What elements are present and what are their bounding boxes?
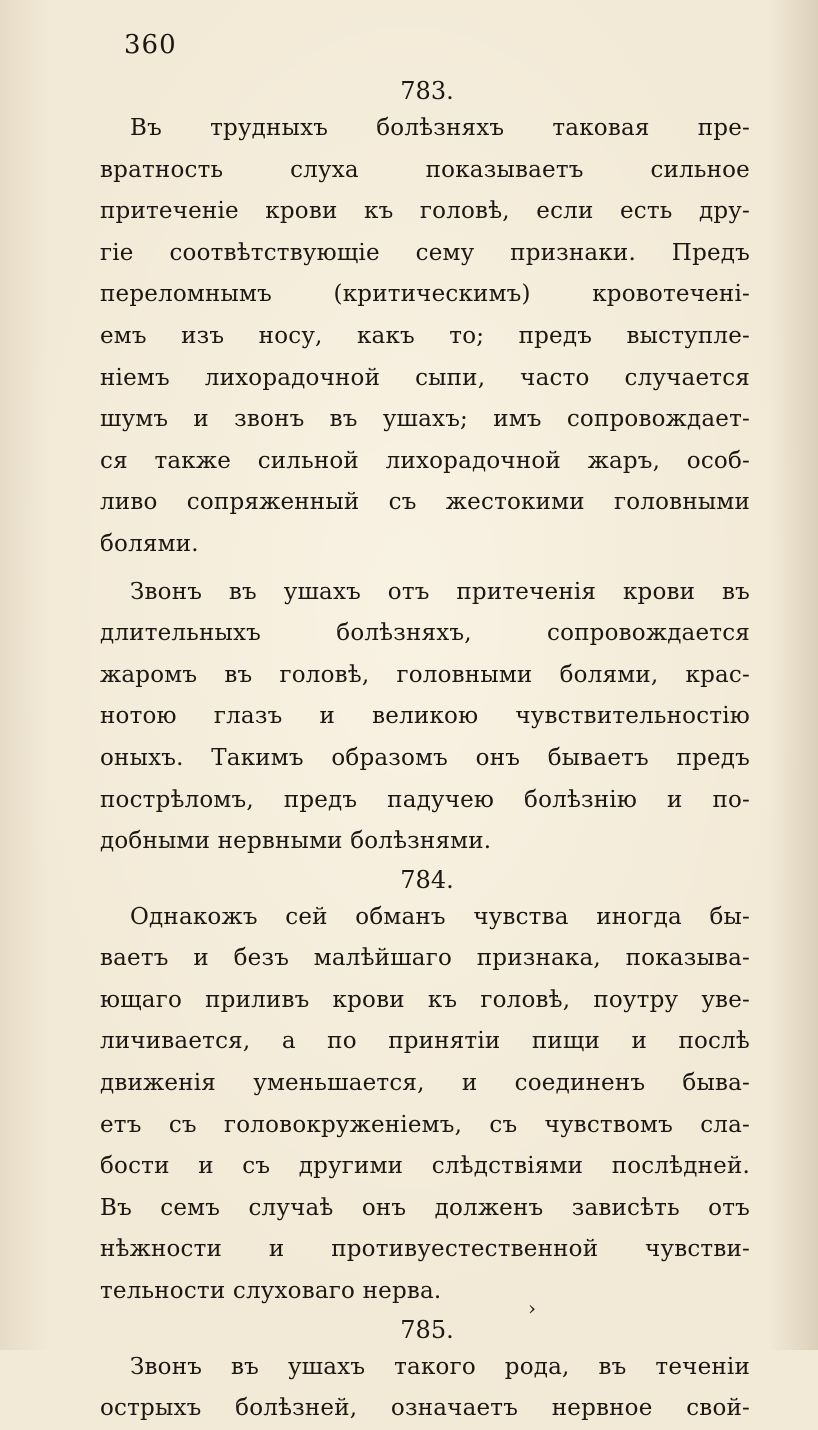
text-line: болями. — [100, 530, 199, 557]
text-line: ніемъ лихорадочной сыпи, часто случается — [100, 364, 750, 391]
text-line: добными нервными болѣзнями. — [100, 828, 492, 855]
paragraph — [100, 1347, 750, 1430]
text-line: нотою глазъ и великою чувствительностію — [100, 703, 750, 730]
text-line: шумъ и звонъ въ ушахъ; имъ сопровождает- — [100, 406, 750, 433]
section-number: 784. — [400, 865, 454, 894]
text-line: нѣжности и противуестественной чувстви- — [100, 1236, 750, 1263]
text-line: бости и съ другими слѣдствіями послѣдней. — [100, 1153, 750, 1180]
text-line: тельности слуховаго нерва. — [100, 1278, 442, 1305]
text-line: ся также сильной лихорадочной жаръ, особ- — [100, 447, 750, 474]
text-line: острыхъ болѣзней, означаетъ нервное свой- — [100, 1395, 750, 1422]
text-line: ливо сопряженный съ жестокими головными — [100, 489, 750, 516]
text-line: емъ изъ носу, какъ то; предъ выступле- — [100, 322, 750, 349]
section-number: 785. — [400, 1315, 454, 1344]
text-body — [100, 74, 750, 1430]
text-line: жаромъ въ головѣ, головными болями, крас- — [100, 661, 750, 688]
catchword-mark: › — [528, 1296, 536, 1320]
page-number: 360 — [124, 30, 177, 60]
text-line: ваетъ и безъ малѣйшаго признака, показыва- — [100, 945, 750, 972]
text-line: гіе соотвѣтствующіе сему признаки. Предъ — [100, 239, 750, 266]
text-line: длительныхъ болѣзняхъ, сопровождается — [100, 620, 750, 647]
text-line: ющаго приливъ крови къ головѣ, поутру уве- — [100, 986, 750, 1013]
text-line: Однакожъ сей обманъ чувства иногда бы- — [130, 903, 750, 930]
text-line: личивается, а по принятіи пищи и послѣ — [100, 1028, 750, 1055]
text-line: переломнымъ (критическимъ) кровотеченi- — [100, 281, 750, 308]
text-line: притеченіе крови къ головѣ, если есть дру- — [100, 198, 750, 225]
text-line: пострѣломъ, предъ падучею болѣзнію и по- — [100, 786, 750, 813]
paragraph — [100, 108, 750, 566]
section-number: 783. — [400, 77, 454, 105]
text-line: Въ трудныхъ болѣзняхъ таковая пре- — [130, 115, 750, 141]
text-line: Въ семъ случаѣ онъ долженъ зависѣть отъ — [100, 1194, 750, 1221]
text-line: движенія уменьшается, и соединенъ быва- — [100, 1070, 750, 1097]
text-line: вратность слуха показываетъ сильное — [100, 156, 750, 183]
text-line: оныхъ. Такимъ образомъ онъ бываетъ предъ — [100, 744, 750, 771]
text-line: Звонъ въ ушахъ отъ притеченія крови въ — [130, 578, 750, 605]
text-line: етъ съ головокруженіемъ, съ чувствомъ сла- — [100, 1111, 750, 1138]
text-line: Звонъ въ ушахъ такого рода, въ теченіи — [130, 1353, 750, 1380]
paragraph — [100, 897, 750, 1313]
paragraph — [100, 572, 750, 863]
